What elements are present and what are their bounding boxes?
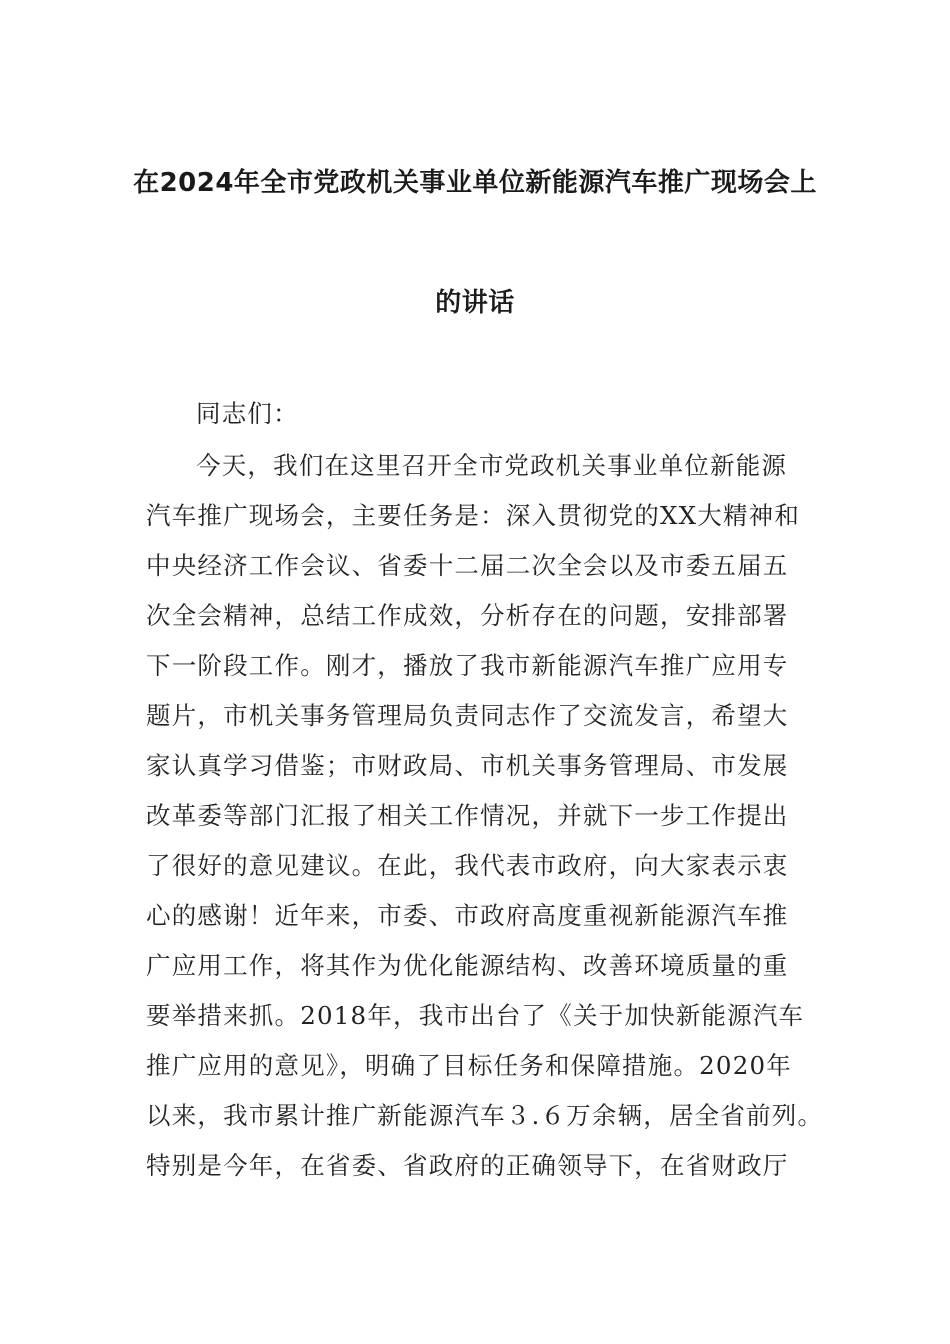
document-title-line-2: 的讲话 <box>435 288 515 318</box>
paragraph-line: 心的感谢！近年来，市委、市政府高度重视新能源汽车推 <box>146 901 789 930</box>
paragraph-line: 特别是今年，在省委、省政府的正确领导下，在省财政厅 <box>146 1151 789 1180</box>
paragraph-line: 题片，市机关事务管理局负责同志作了交流发言，希望大 <box>146 701 789 730</box>
paragraph-line: 以来，我市累计推广新能源汽车３.６万余辆，居全省前列。 <box>146 1101 824 1130</box>
paragraph-line: 了很好的意见建议。在此，我代表市政府，向大家表示衷 <box>146 851 789 880</box>
paragraph-line: 家认真学习借鉴；市财政局、市机关事务管理局、市发展 <box>146 751 789 780</box>
paragraph-line: 次全会精神，总结工作成效，分析存在的问题，安排部署 <box>146 601 789 630</box>
paragraph-line: 推广应用的意见》，明确了目标任务和保障措施。2020年 <box>146 1051 792 1080</box>
paragraph-line: 广应用工作，将其作为优化能源结构、改善环境质量的重 <box>146 951 789 980</box>
document-title-line-1: 在2024年全市党政机关事业单位新能源汽车推广现场会上 <box>133 168 817 198</box>
paragraph-line: 中央经济工作会议、省委十二届二次全会以及市委五届五 <box>146 551 789 580</box>
paragraph-line: 汽车推广现场会，主要任务是：深入贯彻党的XX大精神和 <box>146 501 801 530</box>
paragraph-line: 要举措来抓。2018年，我市出台了《关于加快新能源汽车 <box>146 1001 805 1030</box>
paragraph-line: 下一阶段工作。刚才，播放了我市新能源汽车推广应用专 <box>146 651 789 680</box>
paragraph-line: 今天，我们在这里召开全市党政机关事业单位新能源 <box>196 451 788 480</box>
salutation: 同志们： <box>196 399 299 428</box>
paragraph-line: 改革委等部门汇报了相关工作情况，并就下一步工作提出 <box>146 801 789 830</box>
